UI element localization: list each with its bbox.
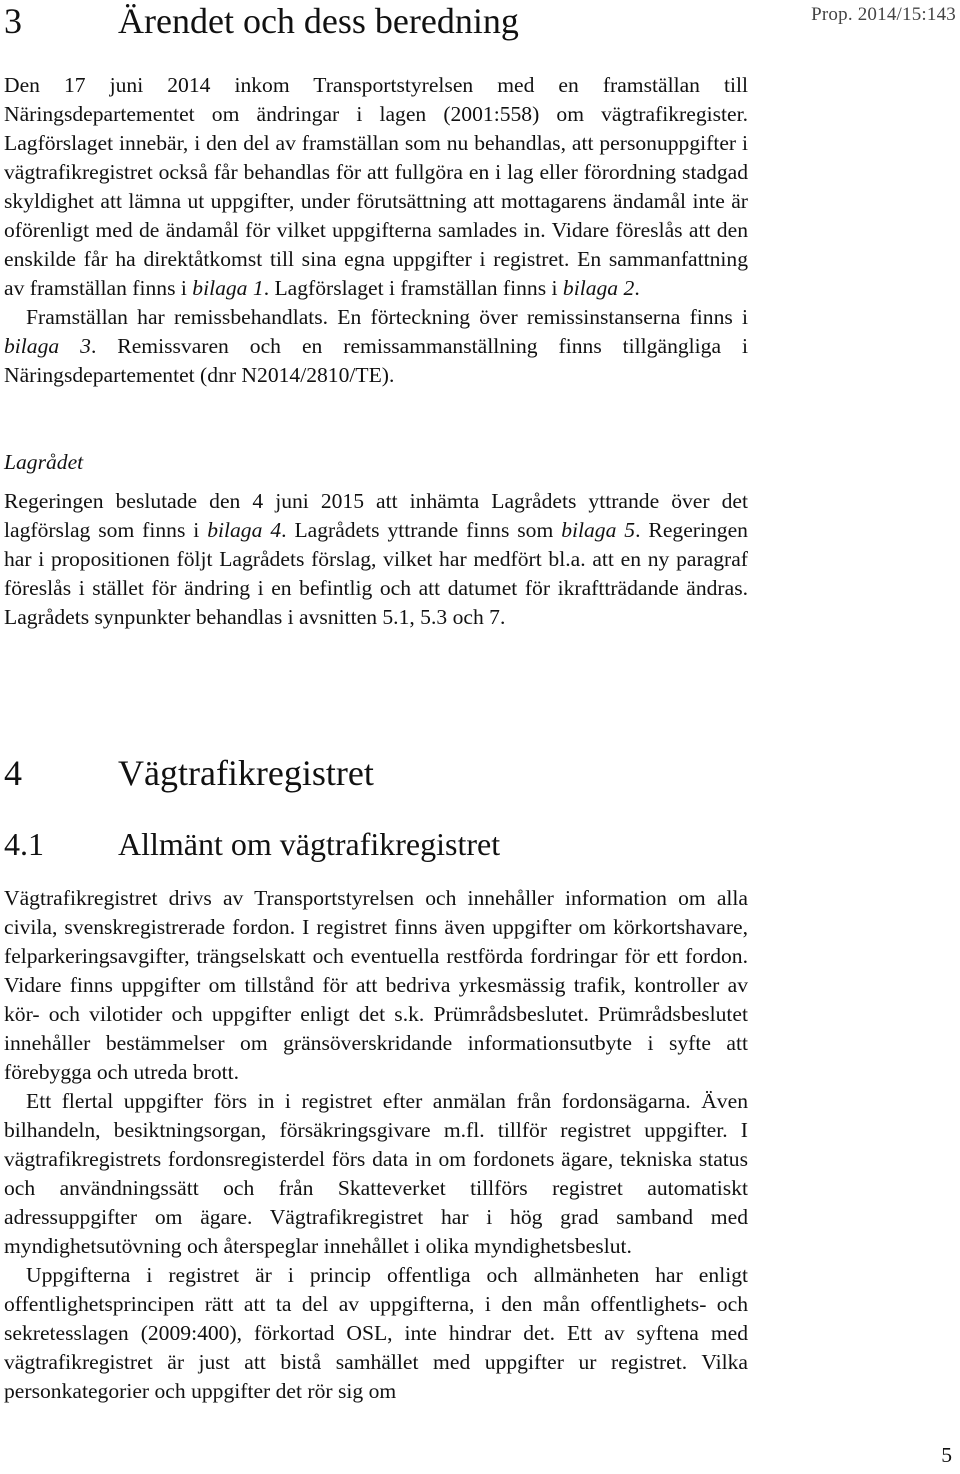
lagradet-subheading: Lagrådet [4, 450, 84, 474]
appendix-reference: bilaga 3 [4, 334, 91, 358]
appendix-reference: bilaga 5 [561, 518, 636, 542]
proposition-reference: Prop. 2014/15:143 [811, 4, 956, 25]
section-4-1-body [4, 884, 748, 1406]
page-number: 5 [941, 1443, 952, 1467]
paragraph: Vägtrafikregistret drivs av Transportstyrelsen och innehåller information om alla civila, svenskregistrerade fordon. I registret finns även uppgifter om körkortshavare, felparkeringsavgifter, trängselskatt och eventuella restförda fordringar för ett fordon. Vidare finns uppgifter om tillstånd för att bedriva yrkesmässig trafik, kontroller av kör- och vilotider och uppgifter enligt det s.k. Prümrådsbeslutet. Prümrådsbeslutet innehåller bestämmelser om gränsöverskridande informationsutbyte i syfte att förebygga och utreda brott. [4, 886, 748, 1084]
appendix-reference: bilaga 4 [207, 518, 282, 542]
paragraph: Den 17 juni 2014 inkom Transportstyrelsen med en framställan till Näringsdepartementet om ändringar i lagen (2001:558) om vägtrafikregister. Lagförslaget innebär, i den del av framställan som nu behandlas, att personuppgifter i vägtrafikregistret också får behandlas för att fullgöra en i lag eller förordning stadgad skyldighet att lämna ut uppgifter, under förutsättning att mottagarens ändamål inte är oförenligt med de ändamål för vilket uppgifterna samlades in. Vidare föreslås att den enskilde får ha direktåtkomst till sina egna uppgifter i registret. En sammanfattning av framställan finns i bilaga 1. Lagförslaget i framställan finns i bilaga 2. [4, 73, 748, 300]
lagradet-paragraph [4, 487, 748, 632]
paragraph: Framställan har remissbehandlats. En förteckning över remissinstanserna finns i bilaga 3. Remissvaren och en remissammanställning finns tillgängliga i Näringsdepartementet (dnr N2014/2810/TE). [4, 305, 748, 387]
chapter-4-heading [4, 752, 374, 794]
paragraph: Ett flertal uppgifter förs in i registret efter anmälan från fordonsägarna. Även bilhandeln, besiktningsorgan, försäkringsgivare m.fl. tillför registret uppgifter. I vägtrafikregistrets fordonsregisterdel förs data in om fordonets ägare, tekniska status och användningssätt och från Skatteverket tillförs registret automatiskt adressuppgifter om ägare. Vägtrafikregistret har i hög grad samband med myndighetsutövning och återspeglar innehållet i olika myndighetsbeslut. [4, 1089, 748, 1258]
appendix-reference: bilaga 1 [192, 276, 264, 300]
chapter-title: Ärendet och dess beredning [118, 1, 519, 41]
section-number: 4.1 [4, 826, 44, 862]
paragraph: Regeringen beslutade den 4 juni 2015 att inhämta Lagrådets yttrande över det lagförslag som finns i bilaga 4. Lagrådets yttrande finns som bilaga 5. Regeringen har i propositionen följt Lagrådets förslag, vilket har medfört bl.a. att en ny paragraf föreslås i stället för ändring i en befintlig och att datumet för ikraftträdande ändras. Lagrådets synpunkter behandlas i avsnitten 5.1, 5.3 och 7. [4, 489, 748, 629]
chapter-number: 3 [4, 1, 22, 41]
paragraph: Uppgifterna i registret är i princip offentliga och allmänheten har enligt offentlighetsprincipen rätt att ta del av uppgifterna, i den mån offentlighets- och sekretesslagen (2009:400), förkortad OSL, inte hindrar det. Ett av syftena med vägtrafikregistret är just att bistå samhället med uppgifter ur registret. Vilka personkategorier och uppgifter det rör sig om [4, 1263, 748, 1403]
chapter-3-heading [4, 0, 519, 42]
chapter-number: 4 [4, 753, 22, 793]
appendix-reference: bilaga 2 [562, 276, 635, 300]
chapter-3-intro [4, 71, 748, 390]
section-title: Allmänt om vägtrafikregistret [118, 826, 501, 862]
section-4-1-heading [4, 826, 500, 863]
chapter-title: Vägtrafikregistret [118, 753, 374, 793]
